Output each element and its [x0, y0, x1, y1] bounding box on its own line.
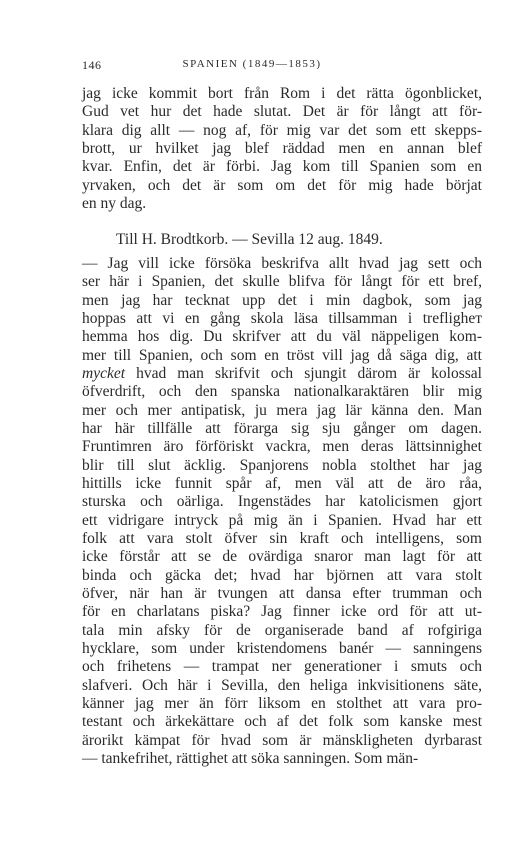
text-line: ett vidrigare intryck på mig än i Spanien. Hvad har ett [82, 511, 482, 529]
text-line: hemma hos dig. Du skrifver att du väl näppeligen kom- [82, 328, 482, 346]
emphasized-word: mycket [82, 364, 126, 382]
text-line: och frihetens — trampat ner generationer i smuts och [82, 658, 482, 676]
text-line: kvar. Enfin, det är förbi. Jag kom till Spanien som en [82, 158, 482, 176]
text-line: binda och gäcka det; hvad har björnen att vara stolt [82, 566, 482, 584]
text-line: hycklare, som under kristendomens banér — sanningens [82, 639, 482, 657]
text-line: Fruntimren äro förföriskt vackra, men deras lättsinnighet [82, 438, 482, 456]
text-line: öfver, när han är tvungen att dansa efter trumman och [82, 584, 482, 602]
text-line: hoppas att vi en gång skola läsa tillsamman i trefligheт [82, 309, 482, 327]
text-fragment: hvad man skrifvit och sjungit därom är kolossal [125, 364, 482, 382]
text-line: brott, ur hvilket jag blef räddad men en annan blef [82, 139, 482, 157]
paragraph-continuation [82, 85, 482, 213]
running-head: SPANIEN (1849—1853) [182, 58, 322, 70]
text-line: en ny dag. [82, 194, 147, 212]
text-line: icke förstår att se de ovärdiga snaror man lagt för att [82, 548, 482, 566]
text-line: — tankefrihet, rättighet att söka sanningen. Som män- [82, 749, 419, 767]
text-line: har här tillfälle att förarga sig sju gånger om dagen. [82, 419, 482, 437]
text-line: folk att vara stolt öfver sin kraft och intelligens, som [82, 529, 482, 547]
text-line: jag icke kommit bort från Rom i det rätta ögonblicket, [82, 85, 482, 102]
text-line: mer till Spanien, och som en tröst vill jag då säga dig, att [82, 346, 482, 364]
letter-body [82, 255, 482, 768]
text-line: sturska och oärliga. Ingenstädes har katolicismen gjort [82, 493, 482, 511]
text-line: ser här i Spanien, det skulle blifva för långt för ett bref, [82, 273, 482, 291]
text-line: öfverdrift, och den spanska nationalkaraktären blir mig [82, 383, 482, 401]
text-line: slafveri. Och här i Sevilla, den heliga inkvisitionens säte, [82, 676, 482, 694]
text-line: blir till slut äcklig. Spanjorens nobla stolthet har jag [82, 456, 482, 474]
text-line: Gud vet hur det hade slutat. Det är för långt att för- [82, 103, 482, 121]
page-header [82, 58, 482, 78]
text-line: tala min afsky för de organiserade band af rofgiriga [82, 621, 482, 639]
text-line: mer och mer antipatisk, ju mera jag lär känna den. Man [82, 401, 482, 419]
text-line: yrvaken, och det är som om det för mig hade börjat [82, 176, 482, 194]
page-number: 146 [82, 58, 102, 72]
letter-heading: Till H. Brodtkorb. — Sevilla 12 aug. 1849. [116, 231, 383, 248]
text-line [82, 365, 482, 383]
text-line: för en charlatans piska? Jag finner icke ord för att ut- [82, 603, 482, 621]
text-line: — Jag vill icke försöka beskrifva allt hvad jag sett och [82, 255, 482, 272]
text-line: ärorikt kämpat för hvad som är mänskligheten dyrbarast [82, 731, 482, 749]
text-line: känner jag mer än förr liksom en stolthet att vara pro- [82, 694, 482, 712]
text-line: testant och ärkekättare och af det folk som kanske mest [82, 713, 482, 731]
text-line: klara dig allt — nog af, för mig var det som ett skepps- [82, 121, 482, 139]
text-line: hittills icke funnit spår af, men väl att de äro råa, [82, 474, 482, 492]
text-line: men jag har tecknat upp det i min dagbok, som jag [82, 291, 482, 309]
